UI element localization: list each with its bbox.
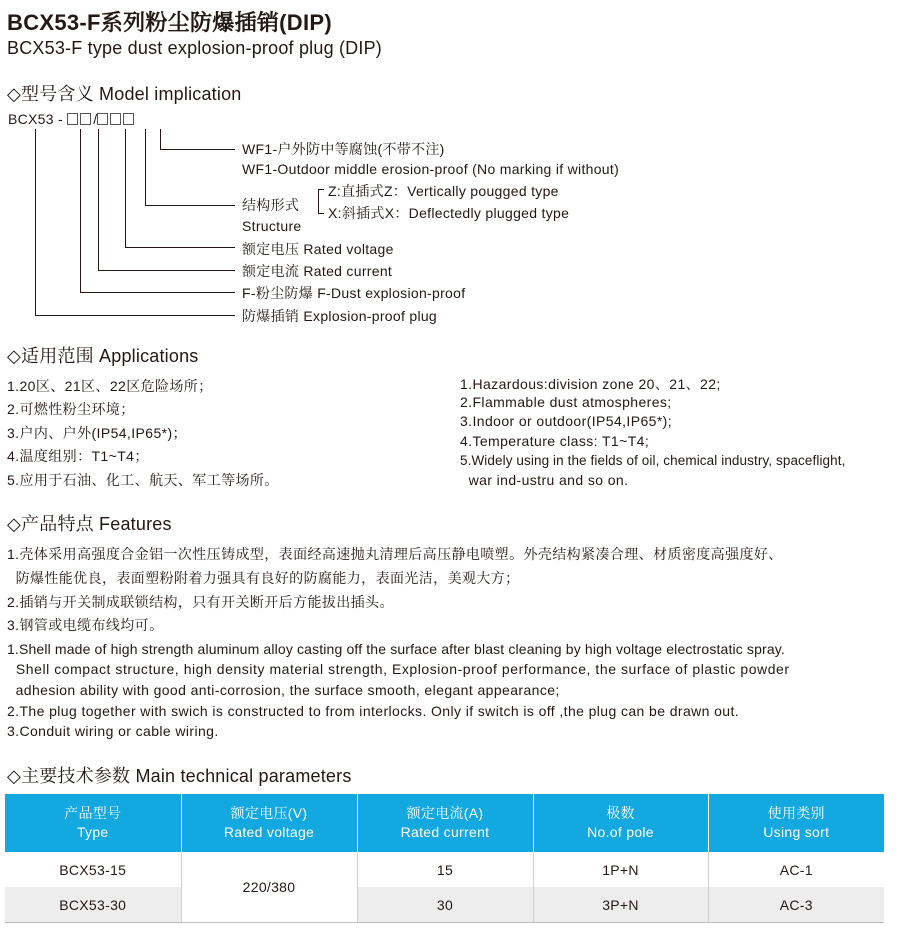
code-box-dust xyxy=(80,113,91,125)
page-title-cn: BCX53-F系列粉尘防爆插销(DIP) xyxy=(7,10,333,35)
label-plug: 防爆插销 Explosion-proof plug xyxy=(242,308,438,324)
list-item: 2.可燃性粉尘环境； xyxy=(7,401,135,417)
cell-poles: 3P+N xyxy=(533,887,708,923)
cell-type: BCX53-15 xyxy=(5,852,181,887)
list-item: 2.Flammable dust atmospheres; xyxy=(460,394,672,410)
list-item: 2.插销与开关制成联锁结构，只有开关断开后方能拔出插头。 xyxy=(7,594,394,610)
code-box-current xyxy=(67,113,78,125)
applications-heading: ◇适用范围 Applications xyxy=(7,346,199,366)
model-code-diagram xyxy=(0,105,700,335)
col-header-voltage: 额定电压(V) Rated voltage xyxy=(181,794,357,852)
list-item: 4.温度组别：T1~T4； xyxy=(7,448,149,464)
connector-line xyxy=(145,205,235,206)
label-structure-en: Structure xyxy=(242,218,302,234)
label-z-option: Z:直插式Z：Vertically pougged type xyxy=(328,183,559,199)
connector-line xyxy=(145,129,146,205)
code-box-wf1 xyxy=(123,113,134,125)
bracket-line xyxy=(318,213,324,214)
model-code xyxy=(8,111,136,127)
bracket-line xyxy=(318,189,319,213)
list-item: 3.Conduit wiring or cable wiring. xyxy=(7,723,219,739)
cell-current: 15 xyxy=(357,852,533,887)
col-header-poles: 极数 No.of pole xyxy=(533,794,708,852)
list-item: 1.Shell made of high strength aluminum alloy casting off the surface after blast cleaning by high voltage electrostatic spray. xyxy=(7,641,785,657)
connector-line xyxy=(160,129,161,149)
bracket-line xyxy=(318,189,324,190)
list-item: 2.The plug together with swich is constructed to from interlocks. Only if switch is off ,the plug can be drawn out. xyxy=(7,703,740,719)
list-item: 5.应用于石油、化工、航天、军工等场所。 xyxy=(7,472,279,488)
list-item: 1.20区、21区、22区危险场所； xyxy=(7,378,213,394)
label-x-option: X:斜插式X：Deflectedly plugged type xyxy=(328,205,570,221)
list-item: 3.钢管或电缆布线均可。 xyxy=(7,617,164,633)
connector-line xyxy=(98,270,235,271)
page-title-en: BCX53-F type dust explosion-proof plug (DIP) xyxy=(7,38,382,58)
connector-line xyxy=(160,149,235,150)
col-header-sort: 使用类别 Using sort xyxy=(708,794,884,852)
cell-current: 30 xyxy=(357,887,533,923)
cell-voltage: 220/380 xyxy=(181,852,357,923)
features-heading: ◇产品特点 Features xyxy=(7,514,172,534)
cell-sort: AC-1 xyxy=(708,852,884,887)
list-item: 4.Temperature class: T1~T4; xyxy=(460,433,650,449)
model-code-prefix: BCX53 - xyxy=(8,111,64,127)
code-box-structure xyxy=(110,113,121,125)
cell-sort: AC-3 xyxy=(708,887,884,923)
list-item: Shell compact structure, high density material strength, Explosion-proof performance, the surface of plastic powder xyxy=(7,661,790,677)
cell-type: BCX53-30 xyxy=(5,887,181,923)
list-item: 3.Indoor or outdoor(IP54,IP65*); xyxy=(460,413,673,429)
table-header-row xyxy=(5,794,884,852)
table-row xyxy=(5,887,884,923)
model-code-slash: / xyxy=(93,111,98,127)
label-dust: F-粉尘防爆 F-Dust explosion-proof xyxy=(242,285,466,301)
label-wf1-en: WF1-Outdoor middle erosion-proof (No marking if without) xyxy=(242,161,620,177)
connector-line xyxy=(80,129,81,292)
list-item: adhesion ability with good anti-corrosion, the surface smooth, elegant appearance; xyxy=(7,682,560,698)
label-structure-cn: 结构形式 xyxy=(242,197,300,213)
cell-poles: 1P+N xyxy=(533,852,708,887)
connector-line xyxy=(125,129,126,247)
connector-line xyxy=(98,129,99,270)
list-item: 防爆性能优良，表面塑粉附着力强具有良好的防腐能力，表面光洁，美观大方； xyxy=(7,570,520,586)
list-item: 5.Widely using in the fields of oil, chemical industry, spaceflight, xyxy=(460,453,846,468)
list-item: 3.户内、户外(IP54,IP65*)； xyxy=(7,425,187,441)
col-header-type: 产品型号 Type xyxy=(5,794,181,852)
model-heading: ◇型号含义 Model implication xyxy=(7,84,242,104)
connector-line xyxy=(35,315,235,316)
list-item: 1.Hazardous:division zone 20、21、22; xyxy=(460,376,721,392)
list-item: 1.壳体采用高强度合金铝一次性压铸成型，表面经高速抛丸清理后高压静电喷塑。外壳结构紧凑合理、材质密度高强度好、 xyxy=(7,546,783,562)
table-row xyxy=(5,852,884,887)
params-table xyxy=(5,794,884,923)
label-current: 额定电流 Rated current xyxy=(242,263,393,279)
connector-line xyxy=(125,247,235,248)
connector-line xyxy=(80,292,235,293)
label-voltage: 额定电压 Rated voltage xyxy=(242,241,394,257)
list-item: war ind-ustru and so on. xyxy=(460,472,629,488)
col-header-current: 额定电流(A) Rated current xyxy=(357,794,533,852)
params-heading: ◇主要技术参数 Main technical parameters xyxy=(7,766,352,786)
connector-line xyxy=(35,129,36,315)
code-box-voltage xyxy=(97,113,108,125)
label-wf1-cn: WF1-户外防中等腐蚀(不带不注) xyxy=(242,141,445,157)
